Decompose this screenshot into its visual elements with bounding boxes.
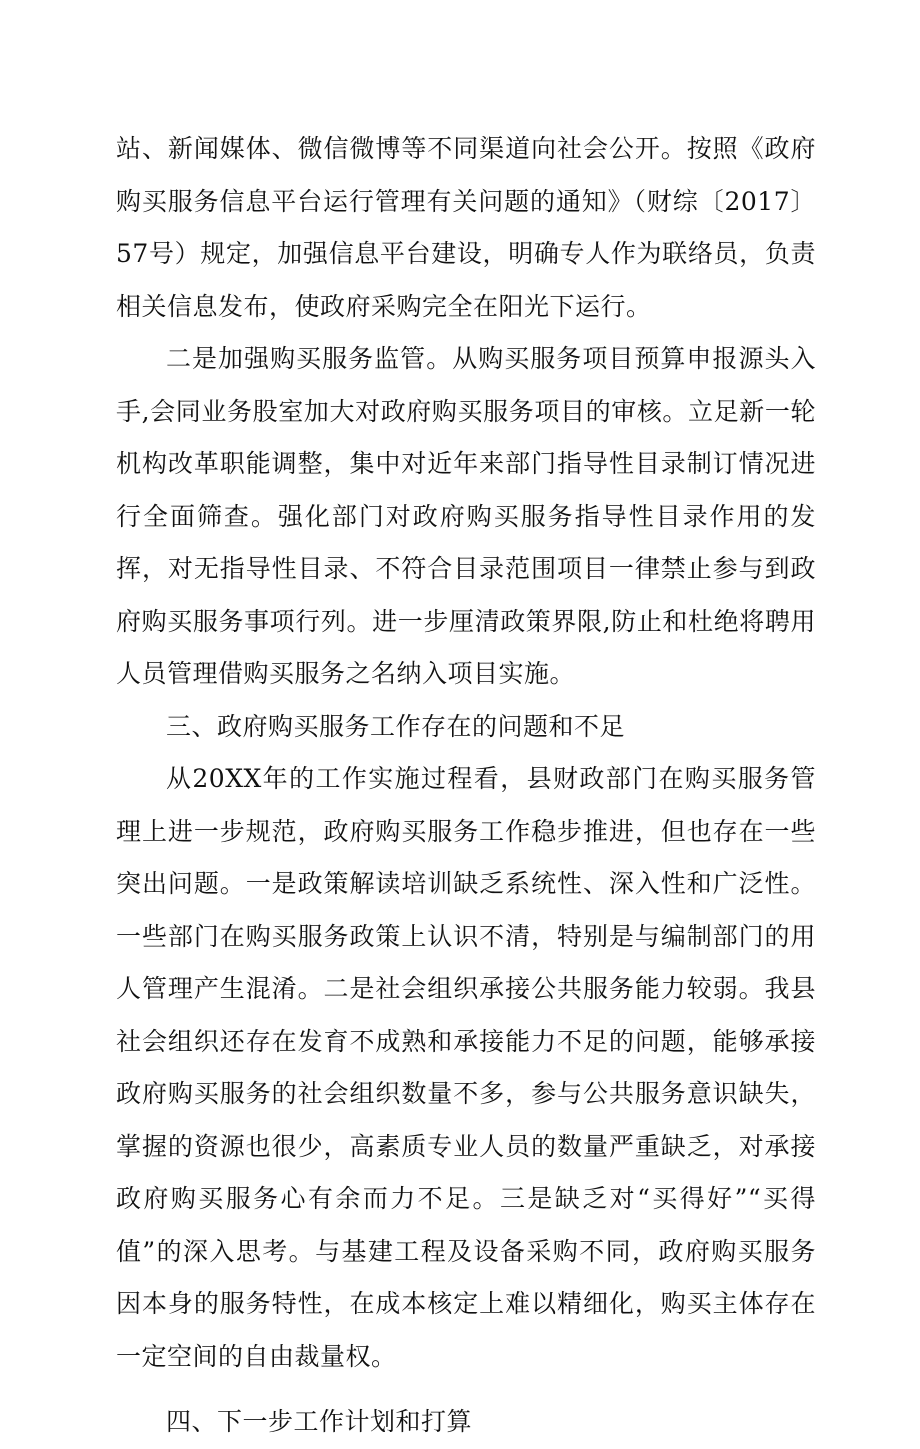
section-heading-problems: 三、政府购买服务工作存在的问题和不足 (166, 711, 626, 741)
document-body (116, 123, 816, 1449)
paragraph-supervision: 二是加强购买服务监管。从购买服务项目预算申报源头入手,会同业务股室加大对政府购买服务项目的审核。立足新一轮机构改革职能调整，集中对近年来部门指导性目录制订情况进行全面筛查。强化部门对政府购买服务指导性目录作用的发挥，对无指导性目录、不符合目录范围项目一律禁止参与到政府购买服务事项行列。进一步厘清政策界限,防止和杜绝将聘用人员管理借购买服务之名纳入项目实施。 (116, 344, 816, 688)
section-heading-next-steps: 四、下一步工作计划和打算 (166, 1407, 473, 1436)
paragraph-problems: 从20XX年的工作实施过程看，县财政部门在购买服务管理上进一步规范，政府购买服务工作稳步推进，但也存在一些突出问题。一是政策解读培训缺乏系统性、深入性和广泛性。一些部门在购买服务政策上认识不清，特别是与编制部门的用人管理产生混淆。二是社会组织承接公共服务能力较弱。我县社会组织还存在发育不成熟和承接能力不足的问题，能够承接政府购买服务的社会组织数量不多，参与公共服务意识缺失，掌握的资源也很少，高素质专业人员的数量严重缺乏，对承接政府购买服务心有余而力不足。三是缺乏对“买得好”“买得值”的深入思考。与基建工程及设备采购不同，政府购买服务因本身的服务特性，在成本核定上难以精细化，购买主体存在一定空间的自由裁量权。 (116, 764, 816, 1371)
paragraph-continuation: 站、新闻媒体、微信微博等不同渠道向社会公开。按照《政府购买服务信息平台运行管理有关问题的通知》（财综〔2017〕57号）规定，加强信息平台建设，明确专人作为联络员，负责相关信息发布，使政府采购完全在阳光下运行。 (116, 134, 816, 321)
